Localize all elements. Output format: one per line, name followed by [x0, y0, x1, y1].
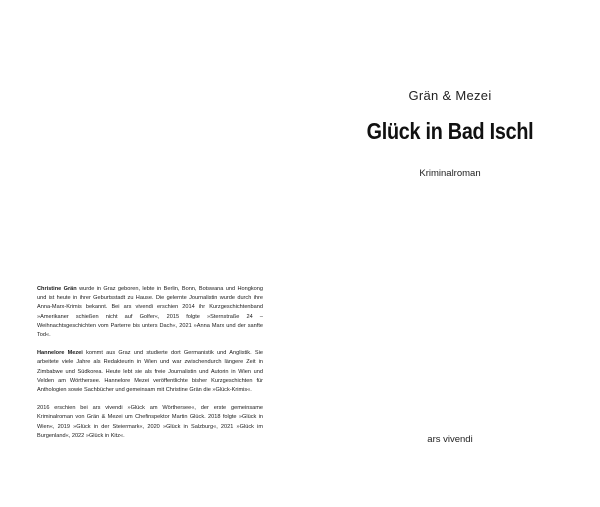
right-page [300, 0, 600, 507]
series-note: 2016 erschien bei ars vivendi »Glück am Wörthersee«, der erste gemeinsame Kriminalroman von Grän & Mezei um Chefinspektor Martin Glück. 2018 folgte »Glück in Wien«, 2019 »Glück in der Steiermark«, 2020 »Glück in Salzburg«, 2021 »Glück im Burgenland«, 2022 »Glück in Kitz«. [37, 405, 263, 439]
book-title: Glück in Bad Ischl [366, 118, 534, 144]
book-authors: Grän & Mezei [408, 88, 492, 103]
book-genre: Kriminalroman [419, 168, 481, 179]
bio-hannelore-name: Hannelore Mezei [37, 350, 83, 357]
bio-christine-text: wurde in Graz geboren, lebte in Berlin, Bonn, Botswana und Hongkong und ist heute in ihrer Geburtsstadt zu Hause. Die gelernte Journalistin wurde durch ihre Anna-Marx-Krimis bekannt. Bei ars vivendi erschien 2014 ihr Kurzgeschichtenband »Amerikaner schießen nicht auf Golfer«, 2015 folgte »Sternstraße 24 – Weihnachtsgeschichten vom Parterre bis unters Dach«, 2021 »Anna Marx und der sanfte Tod«. [37, 286, 264, 339]
bio-christine [37, 285, 263, 340]
bio-christine-name: Christine Grän [37, 286, 77, 292]
bio-hannelore [37, 349, 263, 395]
bio-hannelore-text: kommt aus Graz und studierte dort Germanistik und Anglistik. Sie arbeitete viele Jahre als Redakteurin in Wien und war zwischendurch längere Zeit in Zimbabwe und Südkorea. Heute lebt sie als freie Journalistin und Autorin in Wien und Velden am Wörthersee. Hannelore Mezei veröffentlichte bisher Kurzgeschichten für Anthologien sowie Sachbücher und gemeinsam mit Christine Grän die »Glück-Krimis«. [37, 350, 263, 394]
publisher-name: ars vivendi [427, 434, 473, 445]
author-bio-block [37, 285, 263, 450]
